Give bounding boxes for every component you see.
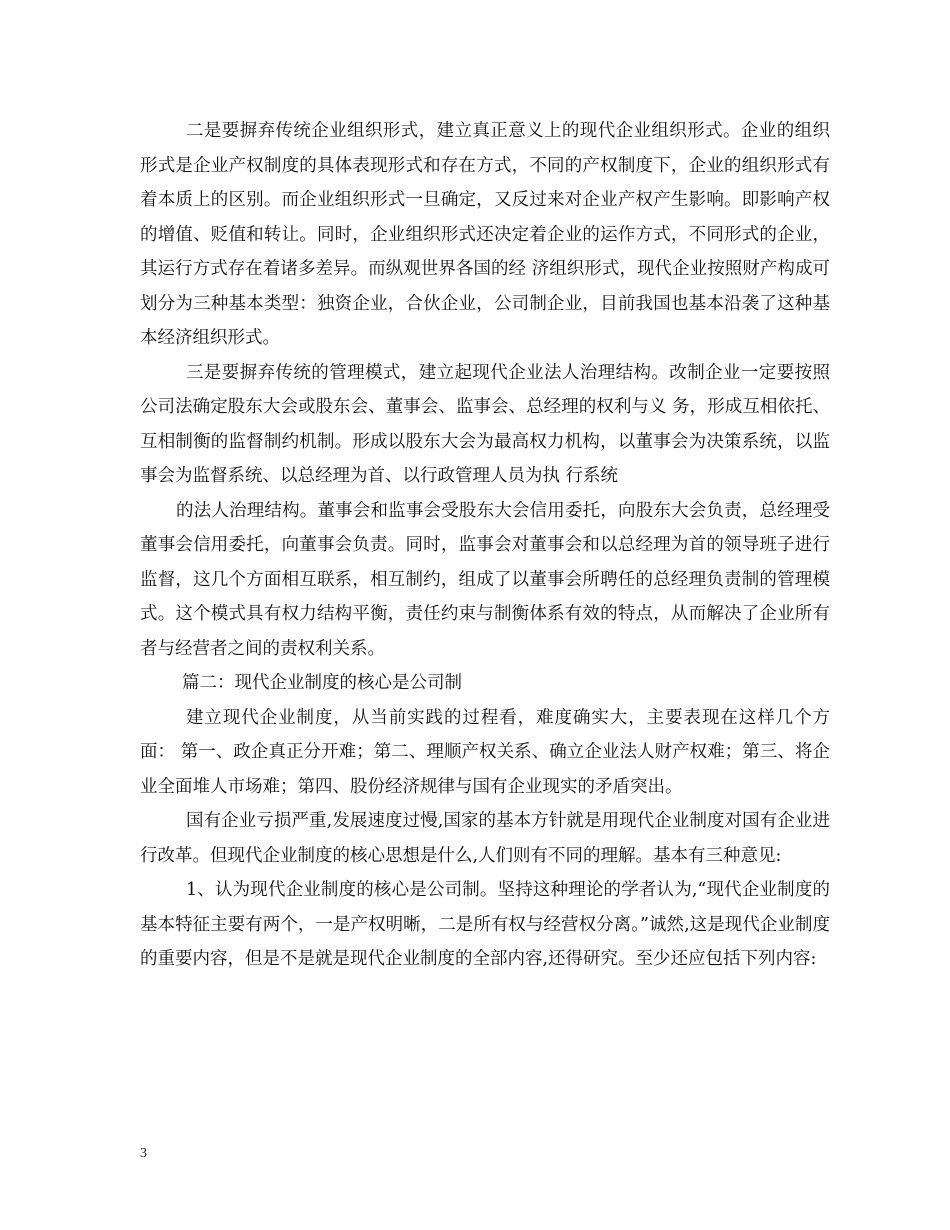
paragraph-difficulties: 建立现代企业制度，从当前实践的过程看，难度确实大，主要表现在这样几个方面： 第一、政企真正分开难；第二、理顺产权关系、确立企业法人财产权难；第三、将企业全面堆人市场难；第四、股份经济规律与国有企业现实的矛盾突出。 xyxy=(140,707,830,797)
document-body xyxy=(140,114,830,977)
paragraph-governance-structure: 的法人治理结构。董事会和监事会受股东大会信用委托，向股东大会负责，总经理受董事会信用委托，向董事会负责。同时，监事会对董事会和以总经理为首的领导班子进行监督，这几个方面相互联系，相互制约，组成了以董事会所聘任的总经理负责制的管理模式。这个模式具有权力结构平衡，责任约束与制衡体系有效的特点，从而解决了企业所有者与经营者之间的责权利关系。 xyxy=(140,500,830,659)
paragraph-management-mode: 三是要摒弃传统的管理模式，建立起现代企业法人治理结构。改制企业一定要按照公司法确定股东大会或股东会、董事会、监事会、总经理的权利与义 务，形成互相依托、互相制衡的监督制约机制。形成以股东大会为最高权力机构，以董事会为决策系统，以监事会为监督系统、以总经理为首、以行政管理人员为执 行系统 xyxy=(140,362,830,486)
paragraph-state-enterprises: 国有企业亏损严重,发展速度过慢,国家的基本方针就是用现代企业制度对国有企业进行改革。但现代企业制度的核心思想是什么,人们则有不同的理解。基本有三种意见: xyxy=(140,811,830,866)
paragraph-organization-form: 二是要摒弃传统企业组织形式，建立真正意义上的现代企业组织形式。企业的组织形式是企业产权制度的具体表现形式和存在方式，不同的产权制度下，企业的组织形式有着本质上的区别。而企业组织形式一旦确定，又反过来对企业产权产生影响。即影响产权的增值、贬值和转让。同时，企业组织形式还决定着企业的运作方式，不同形式的企业，其运行方式存在着诸多差异。而纵观世界各国的经 济组织形式，现代企业按照财产构成可划分为三种基本类型：独资企业，合伙企业，公司制企业，目前我国也基本沿袭了这种基本经济组织形式。 xyxy=(140,121,830,348)
page-number: 3 xyxy=(140,1146,147,1161)
section-heading: 篇二：现代企业制度的核心是公司制 xyxy=(182,673,462,693)
paragraph-company-system: 1、认为现代企业制度的核心是公司制。坚持这种理论的学者认为,“现代企业制度的基本特征主要有两个，一是产权明晰，二是所有权与经营权分离。”诚然,这是现代企业制度的重要内容，但是不是就是现代企业制度的全部内容,还得研究。至少还应包括下列内容: xyxy=(140,880,831,969)
